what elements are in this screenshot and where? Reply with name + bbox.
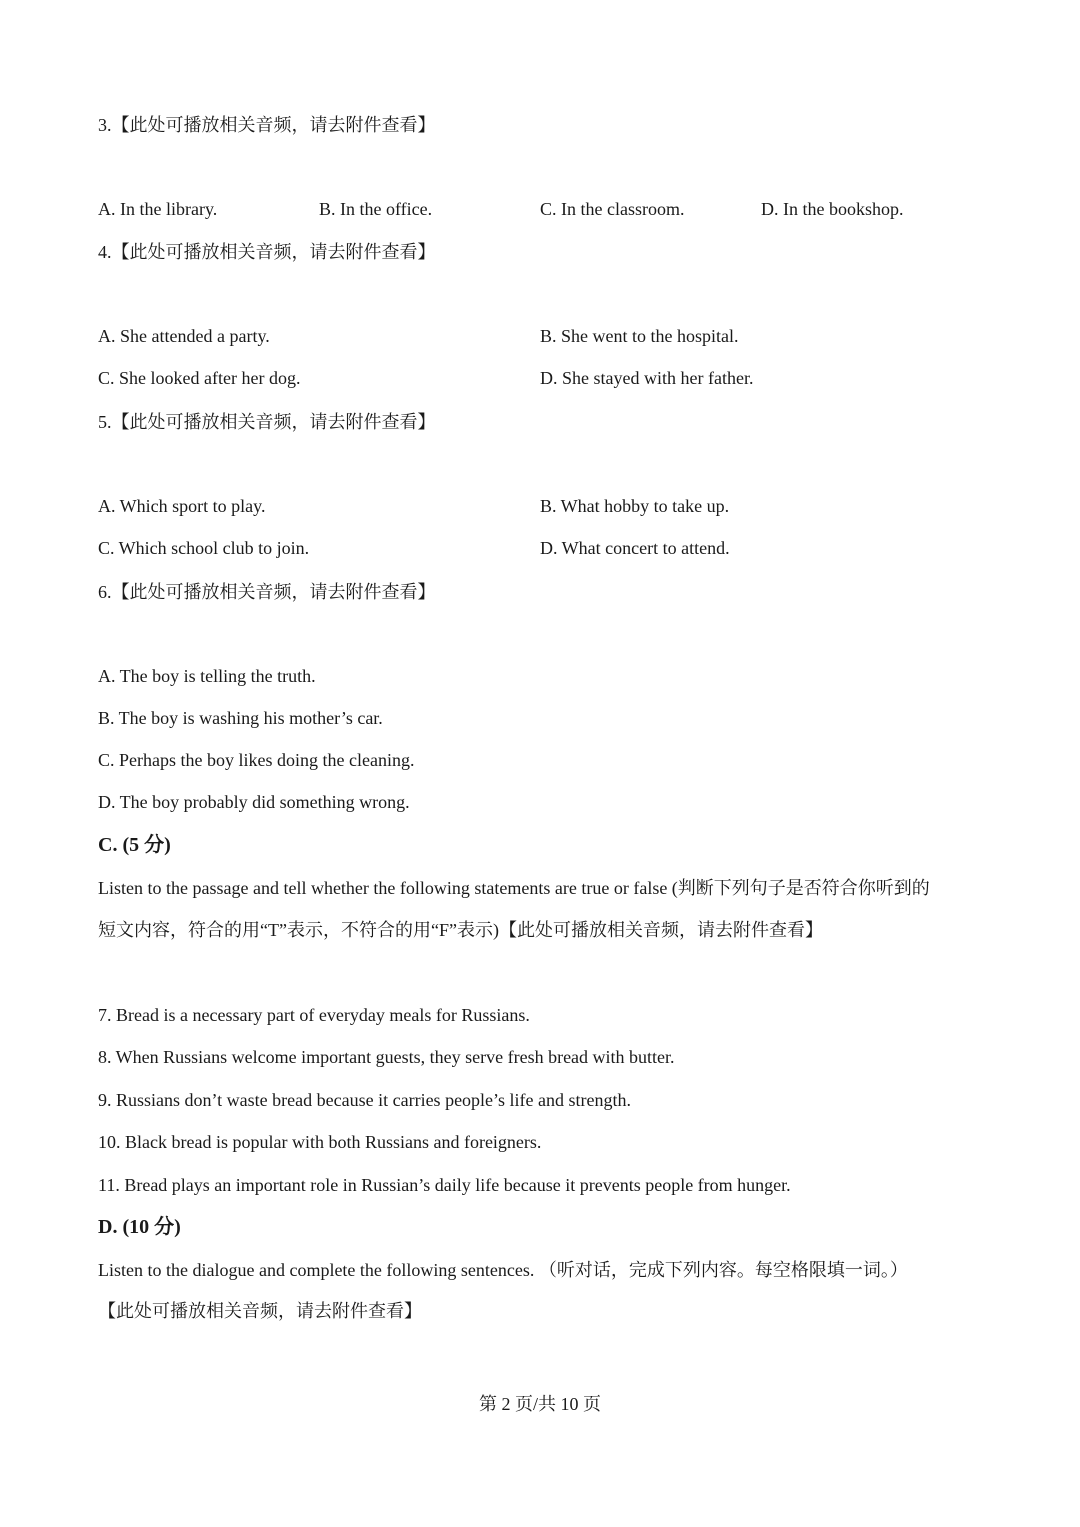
q6-option-d: D. The boy probably did something wrong. — [98, 792, 410, 812]
section-c-instruction-line2: 短文内容，符合的用“T”表示，不符合的用“F”表示)【此处可播放相关音频，请去附件查看】 — [98, 920, 823, 940]
section-d-instruction: Listen to the dialogue and complete the following sentences. （听对话，完成下列内容。每空格限填一词。） — [98, 1260, 908, 1280]
section-c-heading: C. (5 分) — [98, 834, 171, 856]
q6-option-a: A. The boy is telling the truth. — [98, 666, 316, 686]
section-d-heading: D. (10 分) — [98, 1216, 181, 1238]
statement-7: 7. Bread is a necessary part of everyday meals for Russians. — [98, 1005, 530, 1025]
section-c-instruction-line1: Listen to the passage and tell whether the following statements are true or false (判断下列句子是否符合你听到的 — [98, 878, 930, 898]
q4-option-c: C. She looked after her dog. — [98, 368, 301, 388]
q6-option-b: B. The boy is washing his mother’s car. — [98, 708, 383, 728]
q5-option-a: A. Which sport to play. — [98, 496, 266, 516]
q5-prompt: 5.【此处可播放相关音频，请去附件查看】 — [98, 412, 436, 432]
q6-prompt: 6.【此处可播放相关音频，请去附件查看】 — [98, 582, 436, 602]
q3-option-b: B. In the office. — [319, 199, 433, 219]
q5-option-d: D. What concert to attend. — [540, 538, 730, 558]
q4-prompt: 4.【此处可播放相关音频，请去附件查看】 — [98, 242, 436, 262]
q5-option-b: B. What hobby to take up. — [540, 496, 730, 516]
q3-option-a: A. In the library. — [98, 199, 218, 219]
q3-option-d: D. In the bookshop. — [761, 199, 904, 219]
statement-11: 11. Bread plays an important role in Russian’s daily life because it prevents people from hunger. — [98, 1175, 791, 1195]
statement-8: 8. When Russians welcome important guests, they serve fresh bread with butter. — [98, 1047, 675, 1067]
q3-option-c: C. In the classroom. — [540, 199, 685, 219]
statement-10: 10. Black bread is popular with both Russians and foreigners. — [98, 1132, 542, 1152]
page-number: 第 2 页/共 10 页 — [478, 1394, 601, 1414]
statement-9: 9. Russians don’t waste bread because it carries people’s life and strength. — [98, 1090, 632, 1110]
q3-prompt: 3.【此处可播放相关音频，请去附件查看】 — [98, 115, 436, 135]
q4-option-a: A. She attended a party. — [98, 326, 270, 346]
q4-option-d: D. She stayed with her father. — [540, 368, 754, 388]
section-d-audio-note: 【此处可播放相关音频，请去附件查看】 — [98, 1301, 422, 1321]
q4-option-b: B. She went to the hospital. — [540, 326, 739, 346]
q5-option-c: C. Which school club to join. — [98, 538, 310, 558]
q6-option-c: C. Perhaps the boy likes doing the cleaning. — [98, 750, 415, 770]
